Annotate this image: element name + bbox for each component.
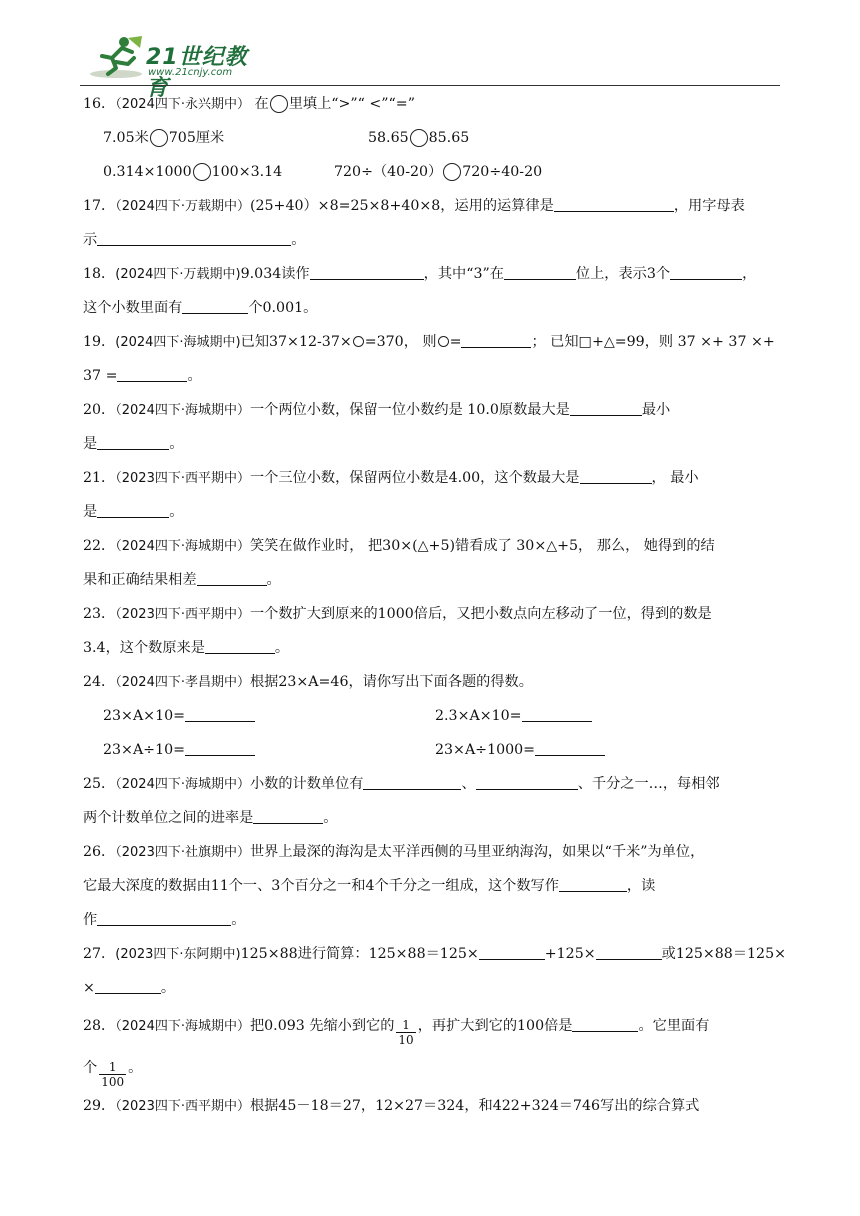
question-16-row-1b [368,128,469,148]
question-26 [83,842,704,863]
question-text: 里填上“>”“ <”“=” [288,96,415,112]
answer-blank[interactable] [476,775,578,790]
question-26-line-2 [83,876,655,896]
question-text: 。 [187,368,202,384]
question-text: 把0.093 先缩小到它的 [249,1018,395,1034]
question-source: （2024四下·海城期中） [115,777,250,792]
question-text: 个 [83,1060,98,1076]
question-number: 21． [83,470,116,486]
question-source: (2023四下·东阿期中) [115,947,241,962]
question-16-row-2b [334,162,542,182]
question-text: ，再扩大到它的100倍是 [417,1018,573,1034]
question-text: 是 [83,504,98,520]
answer-circle[interactable] [270,95,288,113]
question-19 [83,332,775,353]
question-source: （2024四下·海城期中） [115,539,250,554]
question-text: 已知37×12-37× [240,334,352,350]
question-number: 23． [83,606,116,622]
question-text: +125× [544,946,596,962]
question-text: 或125×88＝125× [661,946,786,962]
question-text: 一个三位小数，保留两位小数是4.00，这个数最大是 [249,470,580,486]
question-number: 27． [83,946,116,962]
question-text: 。 [231,912,246,928]
question-text: ， 最小 [651,470,699,486]
page-header [80,30,780,101]
answer-blank[interactable] [197,571,267,586]
answer-blank[interactable] [97,911,231,926]
question-source: （2023四下·西平期中） [115,607,250,622]
question-text: 9.034读作 [240,266,310,282]
question-number: 16． [83,96,116,112]
comparison-left: 7.05米 [103,130,149,146]
answer-blank[interactable] [185,741,255,756]
answer-blank[interactable] [572,1017,638,1032]
runner-logo-icon [88,34,144,80]
question-number: 19． [83,334,116,350]
question-text: 位上，表示3个 [575,266,671,282]
question-24-item-b [435,706,592,726]
question-25 [83,774,720,795]
answer-blank[interactable] [479,945,545,960]
question-text: 小数的计数单位有 [249,776,364,792]
circle-symbol [438,336,449,347]
question-22 [83,536,715,557]
question-text: 。 [128,1060,143,1076]
question-28 [83,1016,709,1047]
question-source: (2024四下·海城期中) [115,335,241,350]
question-text: ，用字母表 [673,198,745,214]
question-text: 笑笑在做作业时， 把30×(△+5)错看成了 30×△+5， 那么， 她得到的结 [249,538,715,554]
question-20-line-2 [83,434,183,454]
answer-blank[interactable] [205,639,275,654]
question-17 [83,196,745,217]
question-19-line-2 [83,366,202,386]
answer-circle[interactable] [410,129,428,147]
question-text: 根据23×A=46，请你写出下面各题的得数。 [249,674,533,690]
question-25-line-2 [83,808,337,828]
fraction-numerator: 1 [99,1060,126,1075]
answer-circle[interactable] [443,163,461,181]
question-text: 一个两位小数，保留一位小数约是 10.0原数最大是 [249,402,570,418]
answer-blank[interactable] [504,265,576,280]
question-text: ，其中“3”在 [423,266,504,282]
answer-blank[interactable] [95,979,161,994]
question-text: 。 [274,640,290,656]
comparison-left: 58.65 [368,130,409,146]
question-text: 个0.001。 [248,300,318,316]
fraction-numerator: 1 [396,1018,415,1033]
question-text: 23×A×10= [103,708,186,724]
fraction-denominator: 100 [101,1075,125,1089]
site-logo [88,34,268,101]
question-source: （2024四下·海城期中） [115,1019,250,1034]
question-text: 。 [160,980,176,996]
question-27 [83,944,786,965]
question-text: 两个计数单位之间的进率是 [83,810,254,826]
question-text: 。 [169,504,184,520]
question-28-line-2 [83,1058,142,1089]
question-text: 、 [461,776,476,792]
answer-blank[interactable] [97,435,169,450]
answer-blank[interactable] [570,401,642,416]
question-text: 在 [254,96,269,112]
comparison-left: 720÷（40-20） [334,164,443,180]
question-number: 17． [83,198,116,214]
question-text: × [83,980,95,996]
question-source: （2023四下·西平期中） [115,471,250,486]
comparison-right: 720÷40-20 [462,164,543,180]
question-number: 20． [83,402,116,418]
logo-url: www.21cnjy.com [148,67,233,78]
question-text: 这个小数里面有 [83,300,183,316]
question-number: 29． [83,1098,116,1114]
question-text: 果和正确结果相差 [83,572,197,588]
answer-blank[interactable] [97,503,169,518]
fraction-one-hundredth [99,1060,126,1089]
answer-circle[interactable] [150,129,168,147]
answer-blank[interactable] [182,299,248,314]
answer-blank[interactable] [580,469,652,484]
comparison-right: 705厘米 [168,130,225,146]
question-text: 、千分之一…，每相邻 [577,776,720,792]
question-source: (2024四下·万载期中) [115,267,241,282]
question-text: ， [742,266,757,282]
question-text: 2.3×A×10= [435,708,522,724]
question-text: 最小 [641,402,671,418]
header-divider [80,85,780,86]
question-text: 37 = [83,368,118,384]
logo-title: 21世纪教育 [146,45,248,101]
question-source: （2023四下·西平期中） [115,1099,250,1114]
question-18 [83,264,756,285]
question-27-line-2 [83,978,175,998]
answer-blank[interactable] [670,265,742,280]
answer-blank[interactable] [522,707,592,722]
question-number: 18． [83,266,116,282]
question-18-line-2 [83,298,317,318]
question-number: 25． [83,776,116,792]
question-number: 26． [83,844,116,860]
answer-blank[interactable] [461,333,531,348]
question-23 [83,604,712,625]
question-text: 世界上最深的海沟是太平洋西侧的马里亚纳海沟，如果以“千米”为单位， [249,844,705,860]
question-text: 一个数扩大到原来的1000倍后，又把小数点向左移动了一位，得到的数是 [249,606,712,622]
question-text: = [449,334,462,350]
answer-blank[interactable] [559,877,627,892]
question-24-item-d [435,740,605,760]
question-source: （2024四下·万载期中） [115,199,250,214]
question-number: 24． [83,674,116,690]
question-29 [83,1096,699,1117]
question-text: 它最大深度的数据由11个一、3个百分之一和4个千分之一组成，这个数写作 [83,878,559,894]
question-text: ，读 [626,878,656,894]
question-text: 作 [83,912,98,928]
answer-blank[interactable] [535,741,605,756]
question-21-line-2 [83,502,183,522]
comparison-left: 0.314×1000 [103,164,192,180]
circle-symbol [353,336,364,347]
question-16-row-1 [103,128,224,148]
question-21 [83,468,699,489]
question-text: 示 [83,232,98,248]
question-source: （2023四下·社旗期中） [115,845,250,860]
answer-blank[interactable] [117,367,187,382]
answer-blank[interactable] [554,197,674,212]
question-source: （2024四下·海城期中） [115,403,250,418]
question-text: 。 [266,572,281,588]
answer-blank[interactable] [253,809,323,824]
answer-blank[interactable] [310,265,424,280]
question-text: 3.4，这个数原来是 [83,640,205,656]
question-22-line-2 [83,570,281,590]
question-text: 23×A÷10= [103,742,186,758]
question-26-line-3 [83,910,245,930]
question-text: 。 [169,436,184,452]
answer-circle[interactable] [193,163,211,181]
answer-blank[interactable] [596,945,662,960]
question-24 [83,672,533,693]
question-source: （2024四下·永兴期中） [115,97,250,112]
question-text: 125×88进行简算：125×88＝125× [240,946,479,962]
answer-blank[interactable] [97,231,291,246]
question-source: （2024四下·孝昌期中） [115,675,250,690]
question-24-item-a [103,706,255,726]
answer-blank[interactable] [185,707,255,722]
fraction-one-tenth [396,1018,415,1047]
question-20 [83,400,670,421]
question-text: 根据45－18＝27，12×27＝324，和422+324＝746写出的综合算式 [249,1098,700,1114]
answer-blank[interactable] [363,775,461,790]
question-text: 。它里面有 [638,1018,710,1034]
question-text: =370， 则 [364,334,437,350]
question-24-item-c [103,740,255,760]
question-23-line-2 [83,638,289,658]
question-number: 22． [83,538,116,554]
question-text: 23×A÷1000= [435,742,536,758]
question-text: ； 已知□+△=99，则 37 ×+ 37 ×+ [531,334,775,350]
comparison-right: 100×3.14 [211,164,283,180]
fraction-denominator: 10 [398,1033,414,1047]
question-17-line-2 [83,230,305,250]
question-number: 28． [83,1018,116,1034]
question-text: 。 [323,810,338,826]
comparison-right: 85.65 [428,130,470,146]
question-text: 是 [83,436,98,452]
question-text: 。 [291,232,306,248]
question-16-row-2 [103,162,282,182]
question-text: (25+40）×8=25×8+40×8，运用的运算律是 [249,198,554,214]
question-16 [83,94,415,115]
